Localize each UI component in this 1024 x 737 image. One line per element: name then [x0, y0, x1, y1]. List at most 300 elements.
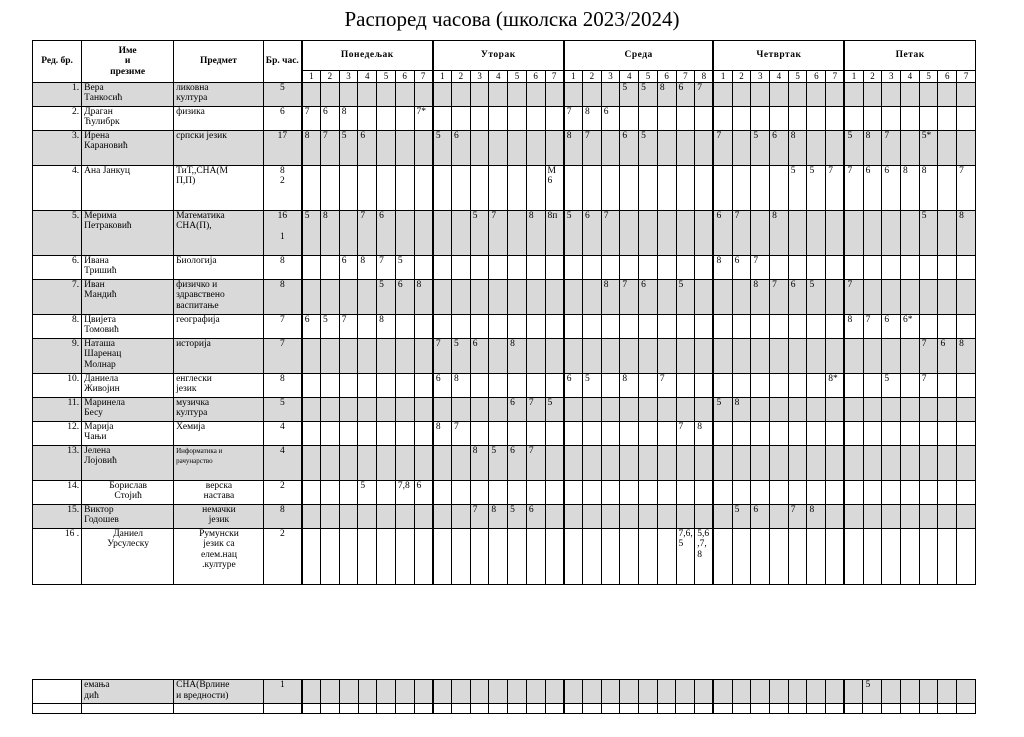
schedule-cell	[657, 338, 676, 373]
schedule-cell	[639, 255, 658, 279]
schedule-cell	[321, 338, 340, 373]
schedule-cell	[508, 373, 527, 397]
period-number: 2	[321, 71, 340, 83]
schedule-cell	[844, 82, 863, 106]
schedule-cell	[339, 397, 358, 421]
schedule-cell	[302, 82, 321, 106]
schedule-cell: 6	[882, 165, 901, 210]
subject-name: енглески језик	[174, 373, 264, 397]
lesson-count: 1	[263, 680, 301, 704]
schedule-cell	[957, 421, 976, 445]
schedule-cell	[676, 373, 695, 397]
schedule-cell	[395, 680, 414, 704]
schedule-cell	[751, 373, 770, 397]
schedule-cell	[695, 680, 714, 704]
schedule-cell: 5	[545, 397, 564, 421]
schedule-cell	[695, 279, 714, 314]
period-number: 4	[489, 71, 508, 83]
schedule-cell: 7,6, 5	[676, 528, 695, 584]
teacher-name: емања дић	[82, 680, 174, 704]
schedule-cell	[957, 255, 976, 279]
schedule-cell: 6	[620, 130, 639, 165]
schedule-cell	[919, 680, 938, 704]
schedule-cell: 7	[826, 165, 845, 210]
subject-name: верска настава	[174, 480, 264, 504]
period-number: 4	[358, 71, 377, 83]
schedule-cell	[583, 279, 602, 314]
schedule-cell	[844, 397, 863, 421]
schedule-cell	[583, 504, 602, 528]
schedule-cell	[863, 528, 882, 584]
day-header-2: Уторак	[433, 41, 564, 71]
schedule-cell	[751, 480, 770, 504]
schedule-cell	[489, 314, 508, 338]
schedule-cell	[732, 680, 751, 704]
teacher-row	[33, 421, 976, 445]
schedule-cell	[732, 528, 751, 584]
teacher-name: Ивана Тришић	[82, 255, 174, 279]
schedule-cell	[713, 421, 732, 445]
schedule-cell	[901, 504, 920, 528]
subject-name: физика	[174, 106, 264, 130]
schedule-cell	[732, 338, 751, 373]
schedule-cell	[713, 445, 732, 480]
schedule-cell: М 6	[545, 165, 564, 210]
schedule-cell: 6	[321, 106, 340, 130]
period-number: 2	[583, 71, 602, 83]
schedule-cell	[732, 445, 751, 480]
teacher-row	[33, 130, 976, 165]
schedule-cell	[470, 279, 489, 314]
period-number: 1	[844, 71, 863, 83]
schedule-cell: 8	[452, 373, 471, 397]
schedule-cell	[863, 338, 882, 373]
schedule-cell	[844, 480, 863, 504]
row-number: 16 .	[33, 528, 82, 584]
schedule-cell	[321, 421, 340, 445]
schedule-cell	[676, 314, 695, 338]
schedule-cell: 5	[751, 130, 770, 165]
schedule-cell	[807, 338, 826, 373]
schedule-cell: 8	[358, 255, 377, 279]
teacher-name: Драган Ћулибрк	[82, 106, 174, 130]
subject-name: Биологија	[174, 255, 264, 279]
schedule-cell	[901, 279, 920, 314]
schedule-cell	[302, 445, 321, 480]
schedule-cell	[508, 82, 527, 106]
schedule-cell	[751, 421, 770, 445]
schedule-cell	[639, 421, 658, 445]
teacher-name: Марија Чањи	[82, 421, 174, 445]
schedule-cell	[844, 421, 863, 445]
teacher-row	[33, 528, 976, 584]
schedule-cell	[770, 373, 789, 397]
schedule-cell	[938, 106, 957, 130]
schedule-cell	[583, 528, 602, 584]
lesson-count: 8 2	[263, 165, 301, 210]
schedule-cell: 5	[583, 373, 602, 397]
schedule-cell	[470, 528, 489, 584]
schedule-cell: 8	[713, 255, 732, 279]
schedule-cell	[545, 528, 564, 584]
schedule-cell	[676, 165, 695, 210]
schedule-cell	[826, 210, 845, 255]
schedule-cell: 6	[452, 130, 471, 165]
schedule-cell	[302, 480, 321, 504]
period-number: 7	[414, 71, 433, 83]
schedule-cell	[676, 397, 695, 421]
schedule-cell	[938, 528, 957, 584]
schedule-cell: 7*	[414, 106, 433, 130]
lesson-count: 4	[263, 421, 301, 445]
schedule-cell	[526, 130, 545, 165]
schedule-cell	[526, 421, 545, 445]
schedule-cell: 7	[844, 165, 863, 210]
subject-name: Хемија	[174, 421, 264, 445]
schedule-cell: 7	[732, 210, 751, 255]
teacher-name: Иван Мандић	[82, 279, 174, 314]
schedule-cell: 7	[844, 279, 863, 314]
schedule-cell: 6	[583, 210, 602, 255]
schedule-cell	[583, 445, 602, 480]
schedule-cell: 6	[339, 255, 358, 279]
schedule-cell	[545, 338, 564, 373]
schedule-cell	[807, 82, 826, 106]
schedule-cell	[957, 130, 976, 165]
schedule-cell	[414, 373, 433, 397]
schedule-cell	[545, 373, 564, 397]
subject-name: Румунски језик са елем.нац .културе	[174, 528, 264, 584]
schedule-cell: 8	[788, 130, 807, 165]
schedule-cell	[526, 373, 545, 397]
schedule-cell	[788, 421, 807, 445]
schedule-cell	[657, 279, 676, 314]
schedule-cell	[452, 445, 471, 480]
schedule-cell	[639, 106, 658, 130]
schedule-cell	[358, 528, 377, 584]
schedule-cell	[938, 480, 957, 504]
schedule-cell	[452, 165, 471, 210]
period-number: 6	[938, 71, 957, 83]
row-number: 13.	[33, 445, 82, 480]
schedule-cell	[770, 397, 789, 421]
schedule-cell	[339, 165, 358, 210]
schedule-cell	[826, 680, 845, 704]
period-number: 3	[470, 71, 489, 83]
schedule-cell	[395, 397, 414, 421]
extra-row	[33, 680, 976, 704]
schedule-cell: 8	[564, 130, 583, 165]
schedule-cell: 8п	[545, 210, 564, 255]
schedule-cell	[452, 106, 471, 130]
schedule-cell	[901, 373, 920, 397]
schedule-cell: 8	[957, 338, 976, 373]
schedule-cell	[657, 680, 676, 704]
schedule-cell: 6	[302, 314, 321, 338]
schedule-cell	[695, 397, 714, 421]
schedule-cell	[732, 421, 751, 445]
teacher-row	[33, 504, 976, 528]
schedule-cell	[545, 106, 564, 130]
schedule-cell	[732, 480, 751, 504]
schedule-cell: 5	[919, 210, 938, 255]
schedule-cell	[695, 373, 714, 397]
schedule-cell	[676, 210, 695, 255]
schedule-cell	[713, 165, 732, 210]
schedule-cell: 7	[788, 504, 807, 528]
schedule-cell	[452, 480, 471, 504]
schedule-cell	[583, 421, 602, 445]
schedule-cell	[639, 480, 658, 504]
schedule-cell: 8	[508, 338, 527, 373]
schedule-cell	[807, 680, 826, 704]
schedule-cell	[358, 314, 377, 338]
schedule-cell	[639, 338, 658, 373]
schedule-cell	[732, 165, 751, 210]
schedule-cell	[770, 421, 789, 445]
schedule-cell	[807, 130, 826, 165]
schedule-cell	[657, 397, 676, 421]
teacher-row	[33, 106, 976, 130]
schedule-cell	[545, 421, 564, 445]
row-number: 1.	[33, 82, 82, 106]
schedule-cell	[452, 82, 471, 106]
schedule-cell: 6	[713, 210, 732, 255]
period-number: 7	[545, 71, 564, 83]
schedule-cell	[901, 255, 920, 279]
schedule-cell	[395, 528, 414, 584]
schedule-cell	[844, 445, 863, 480]
schedule-cell: 8	[657, 82, 676, 106]
subject-name: српски језик	[174, 130, 264, 165]
schedule-cell	[377, 528, 396, 584]
schedule-cell	[770, 528, 789, 584]
schedule-cell	[601, 165, 620, 210]
row-number: 7.	[33, 279, 82, 314]
schedule-cell	[807, 397, 826, 421]
schedule-cell	[508, 528, 527, 584]
schedule-cell	[863, 373, 882, 397]
schedule-cell	[433, 165, 452, 210]
schedule-cell	[601, 130, 620, 165]
schedule-cell	[938, 130, 957, 165]
schedule-cell	[957, 106, 976, 130]
schedule-cell	[377, 504, 396, 528]
schedule-cell	[863, 106, 882, 130]
schedule-cell: 8	[901, 165, 920, 210]
schedule-cell: 6	[526, 504, 545, 528]
teacher-row	[33, 82, 976, 106]
schedule-cell	[452, 528, 471, 584]
schedule-cell: 7	[601, 210, 620, 255]
schedule-cell	[695, 255, 714, 279]
day-header-4: Четвртак	[713, 41, 844, 71]
day-header-1: Понедељак	[302, 41, 433, 71]
schedule-cell: 7	[882, 130, 901, 165]
schedule-cell	[657, 255, 676, 279]
schedule-cell	[882, 210, 901, 255]
schedule-cell: 7	[339, 314, 358, 338]
schedule-cell	[489, 397, 508, 421]
schedule-cell	[321, 397, 340, 421]
schedule-cell: 6	[564, 373, 583, 397]
teacher-row	[33, 480, 976, 504]
schedule-cell	[938, 82, 957, 106]
schedule-cell	[901, 130, 920, 165]
schedule-cell	[470, 106, 489, 130]
schedule-cell: 8	[601, 279, 620, 314]
schedule-cell	[489, 165, 508, 210]
schedule-cell	[863, 210, 882, 255]
schedule-cell	[713, 106, 732, 130]
period-number: 5	[508, 71, 527, 83]
schedule-cell	[938, 210, 957, 255]
period-number: 3	[751, 71, 770, 83]
schedule-cell	[302, 397, 321, 421]
schedule-cell: 6*	[901, 314, 920, 338]
schedule-cell	[545, 255, 564, 279]
subject-name: физичко и здравствено васпитање	[174, 279, 264, 314]
schedule-cell	[863, 445, 882, 480]
schedule-cell	[676, 680, 695, 704]
schedule-cell	[414, 130, 433, 165]
schedule-cell	[639, 445, 658, 480]
schedule-cell	[545, 480, 564, 504]
row-number: 14.	[33, 480, 82, 504]
schedule-cell: 6	[770, 130, 789, 165]
schedule-cell	[826, 338, 845, 373]
schedule-cell	[769, 680, 788, 704]
schedule-cell: 5	[377, 279, 396, 314]
schedule-cell	[770, 480, 789, 504]
schedule-cell	[601, 528, 620, 584]
schedule-cell	[377, 480, 396, 504]
schedule-cell	[938, 373, 957, 397]
schedule-cell	[844, 504, 863, 528]
schedule-cell	[339, 210, 358, 255]
teacher-name: Цвијета Томовић	[82, 314, 174, 338]
schedule-cell	[358, 680, 377, 704]
teacher-name: Наташа Шаренац Молнар	[82, 338, 174, 373]
schedule-cell	[751, 528, 770, 584]
teacher-name: Маринела Бесу	[82, 397, 174, 421]
schedule-cell	[788, 82, 807, 106]
schedule-cell	[826, 480, 845, 504]
schedule-cell	[919, 421, 938, 445]
schedule-cell	[470, 255, 489, 279]
schedule-cell	[545, 279, 564, 314]
schedule-cell	[470, 373, 489, 397]
schedule-cell: 8	[433, 421, 452, 445]
schedule-cell	[919, 279, 938, 314]
schedule-cell	[826, 255, 845, 279]
schedule-cell: 8	[919, 165, 938, 210]
schedule-cell	[863, 397, 882, 421]
teacher-row	[33, 314, 976, 338]
schedule-cell	[770, 338, 789, 373]
schedule-cell	[526, 480, 545, 504]
schedule-cell	[938, 314, 957, 338]
lesson-count: 8	[263, 373, 301, 397]
schedule-cell	[844, 373, 863, 397]
schedule-cell	[751, 397, 770, 421]
schedule-cell	[901, 82, 920, 106]
schedule-cell	[770, 82, 789, 106]
schedule-cell: 7	[620, 279, 639, 314]
schedule-cell: 6	[751, 504, 770, 528]
schedule-cell: 8	[844, 314, 863, 338]
schedule-cell	[302, 421, 321, 445]
schedule-cell	[564, 445, 583, 480]
schedule-cell	[358, 373, 377, 397]
schedule-cell	[302, 338, 321, 373]
schedule-cell	[395, 373, 414, 397]
page-title: Распоред часова (школска 2023/2024)	[344, 7, 680, 31]
schedule-cell	[564, 421, 583, 445]
schedule-cell: 8	[470, 445, 489, 480]
schedule-cell: 7	[321, 130, 340, 165]
schedule-cell: 8	[583, 106, 602, 130]
schedule-cell	[508, 480, 527, 504]
schedule-cell	[564, 165, 583, 210]
schedule-cell: 7	[489, 210, 508, 255]
schedule-cell: 5	[788, 165, 807, 210]
schedule-cell	[844, 255, 863, 279]
schedule-cell	[695, 314, 714, 338]
schedule-cell	[919, 255, 938, 279]
schedule-cell: 5	[395, 255, 414, 279]
schedule-cell: 5	[302, 210, 321, 255]
schedule-cell	[639, 165, 658, 210]
day-header-5: Петак	[844, 41, 975, 71]
schedule-cell	[433, 445, 452, 480]
schedule-cell	[863, 480, 882, 504]
schedule-cell	[826, 130, 845, 165]
schedule-cell	[826, 314, 845, 338]
schedule-cell	[919, 397, 938, 421]
schedule-cell	[601, 338, 620, 373]
schedule-cell: 7	[377, 255, 396, 279]
lesson-count: 7	[263, 314, 301, 338]
schedule-cell	[508, 210, 527, 255]
schedule-cell	[807, 421, 826, 445]
schedule-cell	[695, 130, 714, 165]
schedule-cell	[657, 421, 676, 445]
schedule-cell	[713, 338, 732, 373]
schedule-cell	[788, 314, 807, 338]
schedule-cell	[676, 130, 695, 165]
schedule-cell	[957, 680, 976, 704]
row-number	[33, 680, 82, 704]
period-number: 4	[770, 71, 789, 83]
subject-name: СНА(Врлине и вредности)	[174, 680, 264, 704]
schedule-cell	[564, 504, 583, 528]
schedule-cell	[807, 210, 826, 255]
schedule-cell	[844, 210, 863, 255]
schedule-cell	[452, 314, 471, 338]
schedule-cell	[377, 338, 396, 373]
schedule-cell	[676, 338, 695, 373]
schedule-cell	[414, 397, 433, 421]
lesson-count: 16 1	[263, 210, 301, 255]
schedule-cell	[433, 106, 452, 130]
schedule-cell: 6	[938, 338, 957, 373]
schedule-cell	[302, 373, 321, 397]
header-row	[33, 41, 976, 71]
schedule-cell	[938, 421, 957, 445]
schedule-cell: 7	[358, 210, 377, 255]
schedule-cell	[601, 445, 620, 480]
